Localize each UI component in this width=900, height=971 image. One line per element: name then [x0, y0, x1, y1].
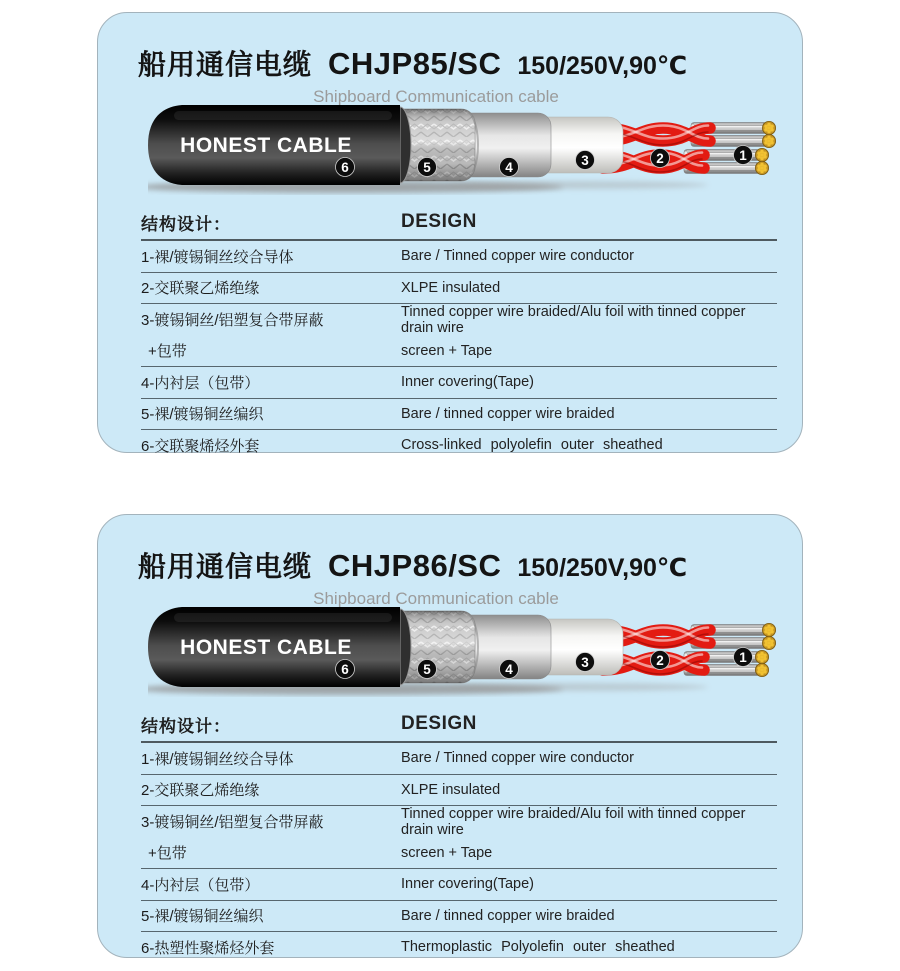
cable-illustration [148, 607, 783, 697]
table-row [141, 399, 777, 431]
row-cn: 4-内衬层（包带） [141, 876, 260, 894]
row-cn: 4-内衬层（包带） [141, 374, 260, 392]
cable-illustration [148, 105, 783, 195]
table-row [141, 932, 777, 962]
row-en: Tinned copper wire braided/Alu foil with tinned copper drain wire [401, 303, 746, 336]
table-row [141, 743, 777, 775]
table-row [141, 806, 777, 869]
row-cn: 2-交联聚乙烯绝缘 [141, 782, 260, 800]
row-en: Bare / Tinned copper wire conductor [401, 248, 634, 265]
panel-title [138, 545, 687, 585]
model-code: CHJP85/SC [328, 46, 502, 81]
table-header [141, 707, 777, 743]
panel-chjp86 [97, 514, 803, 958]
row-en: Cross-linked polyolefin outer sheathed [401, 437, 663, 453]
row-en: Bare / Tinned copper wire conductor [401, 750, 634, 767]
row-cn: 6-交联聚烯烃外套 [141, 437, 260, 455]
table-row [141, 241, 777, 273]
row-cn: 2-交联聚乙烯绝缘 [141, 280, 260, 298]
title-chinese: 船用通信电缆 [138, 551, 313, 582]
row-cn: 3-镀锡铜丝/铝塑复合带屏蔽 [141, 312, 324, 330]
design-table [141, 707, 777, 962]
table-row [141, 775, 777, 807]
title-chinese: 船用通信电缆 [138, 49, 313, 80]
panel-title [138, 43, 687, 83]
row-cn-line2: +包带 [148, 343, 187, 361]
panel-chjp85 [97, 12, 803, 453]
row-en: Bare / tinned copper wire braided [401, 907, 615, 924]
row-en: Inner covering(Tape) [401, 876, 534, 893]
row-en: Inner covering(Tape) [401, 374, 534, 391]
voltage-rating: 150/250V,90℃ [517, 554, 688, 582]
row-en: Bare / tinned copper wire braided [401, 405, 615, 422]
row-cn-line2: +包带 [148, 845, 187, 863]
row-en-line2: screen + Tape [401, 342, 493, 359]
header-design-en: DESIGN [401, 211, 477, 232]
row-en: Thermoplastic Polyolefin outer sheathed [401, 939, 675, 955]
row-cn: 1-裸/镀锡铜丝绞合导体 [141, 750, 294, 768]
model-code: CHJP86/SC [328, 548, 502, 583]
design-table [141, 205, 777, 460]
table-row [141, 304, 777, 367]
voltage-rating: 150/250V,90℃ [517, 52, 688, 80]
subtitle: Shipboard Communication cable [313, 87, 559, 106]
row-cn: 5-裸/镀锡铜丝编织 [141, 406, 264, 424]
subtitle: Shipboard Communication cable [313, 589, 559, 608]
table-row [141, 901, 777, 933]
header-structure-cn: 结构设计： [141, 716, 231, 736]
row-en-line2: screen + Tape [401, 844, 493, 861]
table-row [141, 367, 777, 399]
table-row [141, 869, 777, 901]
row-en: XLPE insulated [401, 279, 501, 296]
row-en: Tinned copper wire braided/Alu foil with tinned copper drain wire [401, 805, 746, 838]
row-cn: 6-热塑性聚烯烃外套 [141, 939, 275, 957]
row-en: XLPE insulated [401, 781, 501, 798]
row-cn: 3-镀锡铜丝/铝塑复合带屏蔽 [141, 814, 324, 832]
table-row [141, 430, 777, 460]
header-design-en: DESIGN [401, 713, 477, 734]
header-structure-cn: 结构设计： [141, 214, 231, 234]
row-cn: 5-裸/镀锡铜丝编织 [141, 908, 264, 926]
row-cn: 1-裸/镀锡铜丝绞合导体 [141, 248, 294, 266]
table-row [141, 273, 777, 305]
table-header [141, 205, 777, 241]
